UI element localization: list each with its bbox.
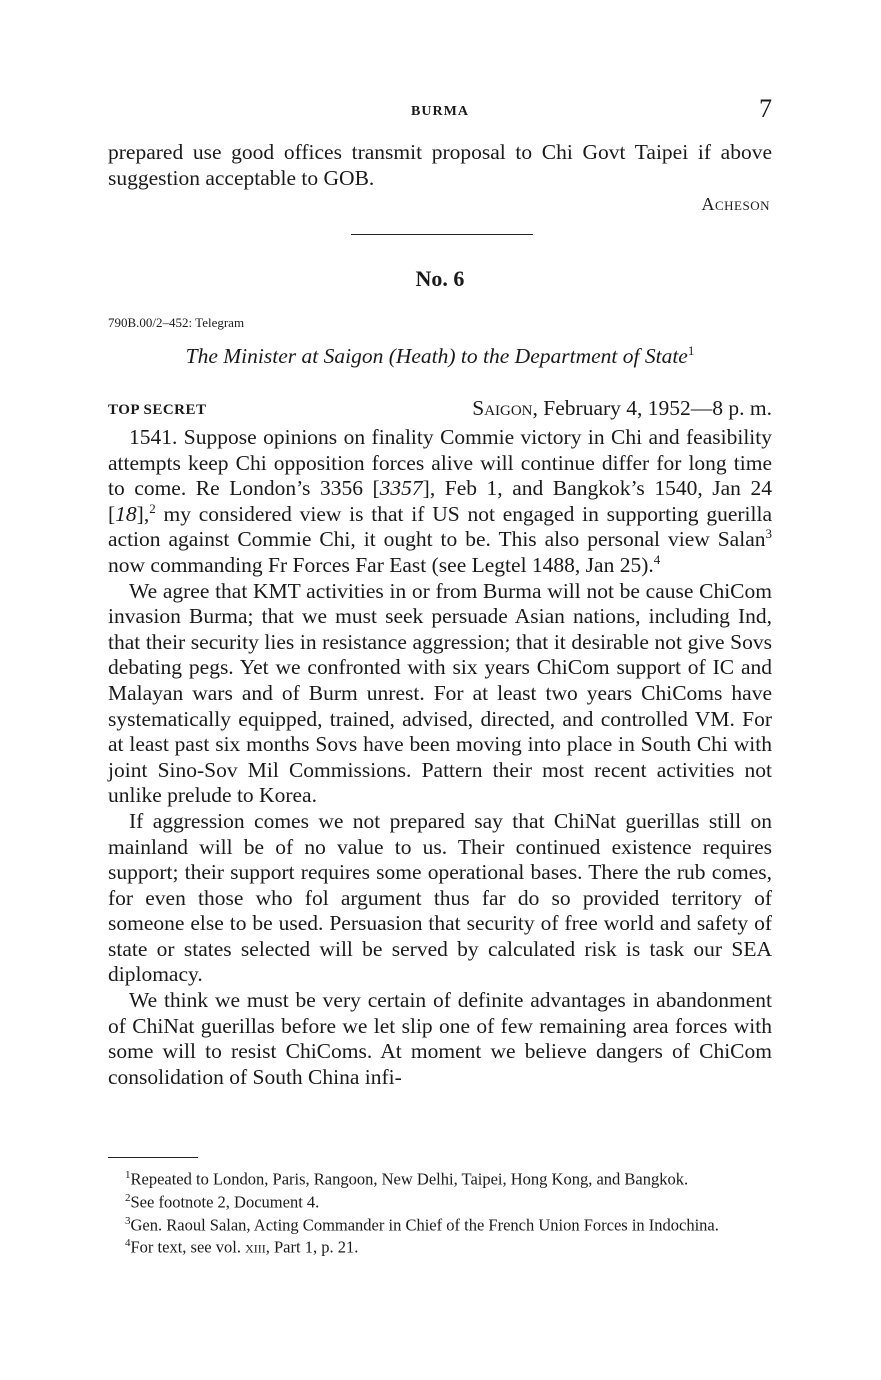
document-number: No. 6 — [415, 266, 465, 291]
p1-italic-ref-b: 18 — [115, 501, 137, 526]
footnote-ref: 4 — [653, 551, 661, 567]
footnote-rule — [108, 1157, 198, 1158]
page-number: 7 — [759, 94, 772, 123]
dateline-date: , February 4, 1952—8 p. m. — [532, 396, 772, 420]
p1-text-d: my considered view is that if US not engaged in supporting guerilla action against Commie Chi, it ought to be. This also personal view Salan — [108, 501, 772, 552]
footnotes — [108, 1166, 772, 1257]
footnote-4 — [108, 1234, 772, 1257]
dateline-place: Saigon — [472, 396, 533, 420]
running-head — [108, 94, 772, 128]
footnote-ref: 3 — [765, 526, 772, 542]
paragraph-1 — [108, 425, 772, 579]
footnote-text: Repeated to London, Paris, Rangoon, New Delhi, Taipei, Hong Kong, and Bangkok. — [130, 1169, 689, 1189]
p1-text-e: now commanding Fr Forces Far East (see Legtel 1488, Jan 25). — [108, 552, 654, 577]
footnote-mark: 3 — [125, 1214, 131, 1227]
paragraph-3: If aggression comes we not prepared say that ChiNat guerillas still on mainland will be of no value to us. Their continued existence requires support; their support requires some operational bases. There the rub comes, for even those who fol argument thus far do so provided territory of someone else to be used. Persuasion that security of free world and safety of state or states selected will be served by calculated risk is task our SEA diplomacy. — [108, 808, 772, 987]
document-title — [108, 343, 772, 369]
signature — [701, 194, 770, 215]
section-divider — [351, 234, 533, 235]
classification-marking: TOP SECRET — [108, 402, 207, 418]
previous-document-ending — [108, 140, 772, 191]
signature-name: Acheson — [701, 194, 770, 214]
previous-closing-text: prepared use good offices transmit proposal to Chi Govt Taipei if above suggestion acceptable to GOB. — [108, 140, 772, 190]
p1-text-a: 1541. Suppose opinions on finality Commie victory in Chi and feasibility attempts keep Chi opposition forces alive will continue differ for long time to come. Re London’s 3356 [ — [108, 425, 772, 501]
footnote-2 — [108, 1189, 772, 1212]
footnote-text: See footnote 2, Document 4. — [130, 1192, 320, 1212]
footnote-mark: 1 — [125, 1169, 131, 1181]
footnote-volume: xiii — [245, 1237, 266, 1257]
footnote-text: For text, see vol. — [130, 1237, 246, 1257]
footnote-ref: 2 — [149, 500, 156, 516]
footnote-3 — [108, 1212, 772, 1235]
running-title: BURMA — [411, 104, 469, 119]
paragraph-2: We agree that KMT activities in or from Burma will not be cause ChiCom invasion Burma; that we must seek persuade Asian nations, including Ind, that their security lies in resistance aggression; that it desirable not give Sovs debating pegs. Yet we confronted with six years ChiCom support of IC and Malayan wars and of Burm unrest. For at least two years ChiComs have systematically equipped, trained, advised, directed, and controlled VM. For at least past six months Sovs have been moving into place in South Chi with joint Sino-Sov Mil Commissions. Pattern their most recent activities not unlike prelude to Korea. — [108, 578, 772, 808]
footnote-mark: 2 — [125, 1191, 131, 1204]
document-title-text: The Minister at Saigon (Heath) to the Department of State — [185, 344, 688, 369]
p1-italic-ref-a: 3357 — [379, 476, 423, 501]
p1-text-b: ], Feb 1, and Bangkok’s 1540, Jan 24 [ — [108, 476, 772, 526]
footnote-1 — [108, 1166, 772, 1189]
footnote-mark: 4 — [125, 1237, 131, 1250]
dateline — [472, 396, 772, 421]
telegram-body — [108, 425, 772, 1090]
p1-text-c: ], — [136, 501, 150, 526]
paragraph-4: We think we must be very certain of definite advantages in abandonment of ChiNat guerillas before we let slip one of few remaining area forces with some will to resist ChiComs. At moment we believe dangers of ChiCom consolidation of South China infi- — [108, 988, 772, 1089]
footnote-ref: 1 — [687, 343, 695, 358]
footnote-text-end: , Part 1, p. 21. — [265, 1237, 359, 1257]
file-reference: 790B.00/2–452: Telegram — [108, 315, 245, 330]
classification-line — [108, 396, 772, 422]
footnote-text: Gen. Raoul Salan, Acting Commander in Chief of the French Union Forces in Indochina. — [130, 1215, 719, 1235]
